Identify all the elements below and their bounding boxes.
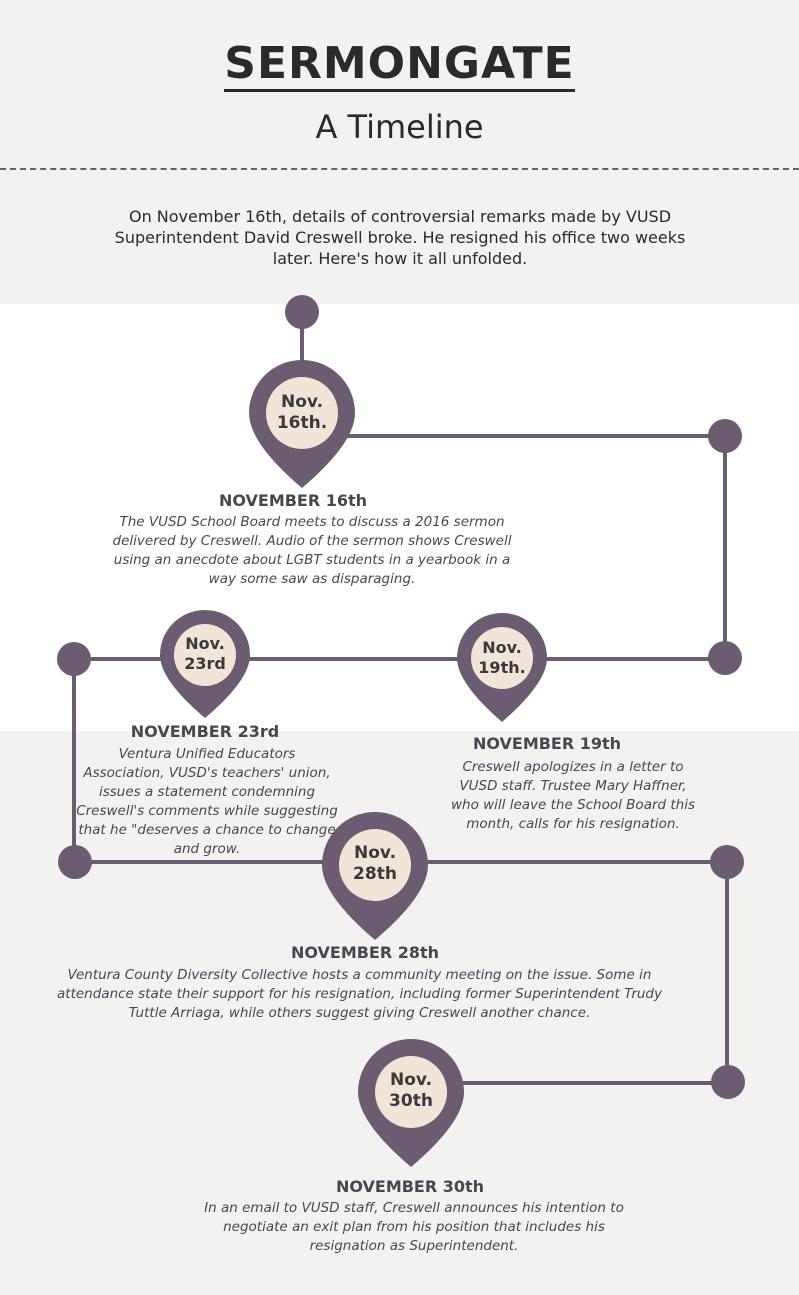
- event-body-nov16: The VUSD School Board meets to discuss a 2016 sermon delivered by Creswell. Audio of the sermon shows Creswell using an anecdote about LGBT students in a yearbook in a way some saw as disparaging.: [112, 514, 512, 587]
- event-body-nov23: Ventura Unified Educators Association, VUSD's teachers' union, issues a statement condemning Creswell's comments while suggesting that he "deserves a chance to change and grow.: [76, 746, 338, 857]
- pin-label-nov19: Nov. 19th.: [478, 638, 526, 677]
- event-heading-nov28: NOVEMBER 28th: [290, 943, 440, 962]
- node-top: [285, 295, 319, 329]
- event-body-nov19: Creswell apologizes in a letter to VUSD staff. Trustee Mary Haffner, who will leave the School Board this month, calls for his resignation.: [450, 759, 696, 832]
- event-heading-nov19: NOVEMBER 19th: [472, 734, 622, 753]
- pin-label-nov23: Nov. 23rd: [184, 634, 226, 673]
- event-heading-nov16: NOVEMBER 16th: [218, 491, 368, 510]
- pin-label-nov28: Nov. 28th: [353, 843, 397, 884]
- intro-text: On November 16th, details of controversial remarks made by VUSD Superintendent David Creswell broke. He resigned his office two weeks later. Here's how it all unfolded.: [114, 207, 686, 268]
- event-heading-nov30: NOVEMBER 30th: [335, 1177, 485, 1196]
- node-right-4: [711, 1065, 745, 1099]
- page-title: SERMONGATE: [0, 38, 799, 89]
- node-right-2: [708, 641, 742, 675]
- node-right-3: [710, 845, 744, 879]
- pin-label-nov16: Nov. 16th.: [276, 392, 328, 433]
- event-body-nov30: In an email to VUSD staff, Creswell announces his intention to negotiate an exit plan from his position that includes his resignation as Superintendent.: [204, 1200, 624, 1254]
- page-subtitle: A Timeline: [315, 108, 484, 146]
- event-body-nov28: Ventura County Diversity Collective hosts a community meeting on the issue. Some in attendance state their support for his resignation, including former Superintendent Trudy Tuttle Arriaga, while others suggest giving Creswell another chance.: [57, 967, 662, 1021]
- pin-label-nov30: Nov. 30th: [389, 1070, 433, 1111]
- event-heading-nov23: NOVEMBER 23rd: [130, 722, 280, 741]
- node-right-1: [708, 419, 742, 453]
- node-left-1: [57, 642, 91, 676]
